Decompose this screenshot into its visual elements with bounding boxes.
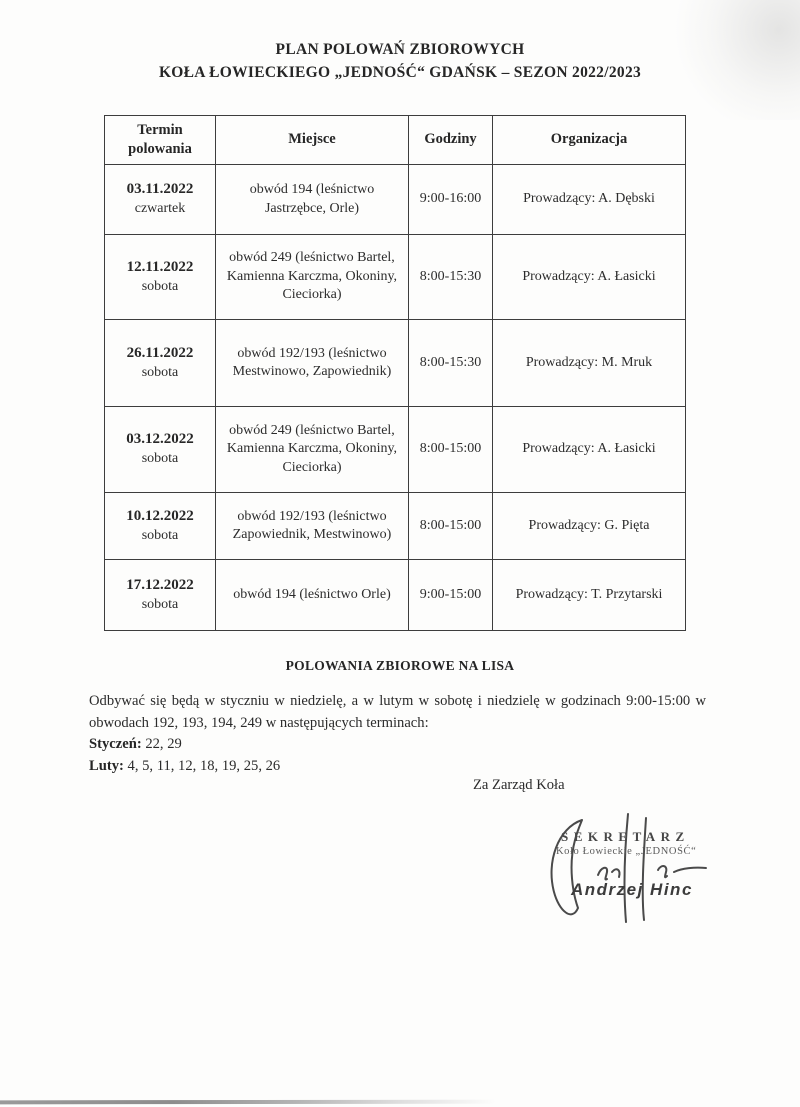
table-row xyxy=(105,320,686,407)
godziny-cell: 9:00-15:00 xyxy=(409,560,493,631)
hunting-plan-table-container xyxy=(104,115,686,631)
hunt-date: 12.11.2022 xyxy=(126,258,194,275)
hunt-weekday: sobota xyxy=(141,451,179,467)
termin-cell xyxy=(105,493,216,560)
header-godziny: Godziny xyxy=(409,116,493,165)
january-label: Styczeń: xyxy=(89,736,142,752)
signature-scribble xyxy=(540,808,735,930)
organizacja-cell: Prowadzący: A. Łasicki xyxy=(493,407,686,493)
header-miejsce: Miejsce xyxy=(216,116,409,165)
stamp-role-text: SEKRETARZ xyxy=(561,829,690,844)
hunting-plan-table xyxy=(104,115,686,631)
header-termin-polowania: Termin polowania xyxy=(105,116,216,165)
hunt-weekday: sobota xyxy=(141,364,179,380)
hunt-date: 26.11.2022 xyxy=(126,344,194,361)
header-organizacja: Organizacja xyxy=(493,116,686,165)
stamp-signatory-name: Andrzej Hinc xyxy=(571,880,693,899)
fox-hunts-paragraph: Odbywać się będą w styczniu w niedzielę, a w lutym w sobotę i niedzielę w godzinach 9:00-15:00 w obwodach 192, 193, 194, 249 w następujących terminach: xyxy=(89,693,706,731)
hunt-weekday: sobota xyxy=(141,278,179,294)
closing-line: Za Zarząd Koła xyxy=(473,777,565,793)
table-row xyxy=(105,235,686,320)
table-header-row xyxy=(105,116,686,165)
scan-edge-artifact xyxy=(0,1100,496,1105)
table-row xyxy=(105,165,686,235)
secretary-stamp xyxy=(540,808,735,930)
organizacja-cell: Prowadzący: A. Dębski xyxy=(493,165,686,235)
table-row xyxy=(105,407,686,493)
february-dates: 4, 5, 11, 12, 18, 19, 25, 26 xyxy=(123,757,281,774)
miejsce-cell: obwód 249 (leśnictwo Bartel, Kamienna Karczma, Okoniny, Cieciorka) xyxy=(216,235,409,320)
document-title-line2: KOŁA ŁOWIECKIEGO „JEDNOŚĆ“ GDAŃSK – SEZON 2022/2023 xyxy=(158,64,642,81)
godziny-cell: 8:00-15:30 xyxy=(409,235,493,320)
termin-cell xyxy=(105,560,216,631)
miejsce-cell: obwód 249 (leśnictwo Bartel, Kamienna Karczma, Okoniny, Cieciorka) xyxy=(216,407,409,493)
organizacja-cell: Prowadzący: T. Przytarski xyxy=(493,560,686,631)
termin-cell xyxy=(105,407,216,493)
hunt-weekday: sobota xyxy=(141,527,179,543)
hunt-date: 03.12.2022 xyxy=(126,431,194,448)
document-title-line1: PLAN POLOWAŃ ZBIOROWYCH xyxy=(275,41,525,58)
godziny-cell: 8:00-15:30 xyxy=(409,320,493,407)
fox-hunts-heading: POLOWANIA ZBIOROWE NA LISA xyxy=(285,658,515,673)
termin-cell xyxy=(105,165,216,235)
fox-hunts-details xyxy=(89,691,706,777)
hunt-weekday: czwartek xyxy=(134,201,186,217)
termin-cell xyxy=(105,235,216,320)
table-row xyxy=(105,560,686,631)
organizacja-cell: Prowadzący: M. Mruk xyxy=(493,320,686,407)
godziny-cell: 8:00-15:00 xyxy=(409,493,493,560)
document-title xyxy=(0,38,800,84)
february-label: Luty: xyxy=(89,757,124,774)
organizacja-cell: Prowadzący: A. Łasicki xyxy=(493,235,686,320)
miejsce-cell: obwód 192/193 (leśnictwo Zapowiednik, Mestwinowo) xyxy=(216,493,409,560)
january-dates: 22, 29 xyxy=(141,736,182,752)
termin-cell xyxy=(105,320,216,407)
godziny-cell: 9:00-16:00 xyxy=(409,165,493,235)
hunt-date: 03.11.2022 xyxy=(126,181,194,198)
hunt-date: 17.12.2022 xyxy=(126,576,194,593)
miejsce-cell: obwód 194 (leśnictwo Orle) xyxy=(216,560,409,631)
godziny-cell: 8:00-15:00 xyxy=(409,407,493,493)
miejsce-cell: obwód 194 (leśnictwo Jastrzębce, Orle) xyxy=(216,165,409,235)
organizacja-cell: Prowadzący: G. Pięta xyxy=(493,493,686,560)
hunt-date: 10.12.2022 xyxy=(126,507,194,524)
miejsce-cell: obwód 192/193 (leśnictwo Mestwinowo, Zapowiednik) xyxy=(216,320,409,407)
january-terms-line xyxy=(89,734,706,756)
hunt-weekday: sobota xyxy=(141,596,179,612)
stamp-organization-text: Koło Łowieckie „JEDNOŚĆ“ xyxy=(556,846,697,857)
table-row xyxy=(105,493,686,560)
february-terms-line xyxy=(89,756,706,778)
